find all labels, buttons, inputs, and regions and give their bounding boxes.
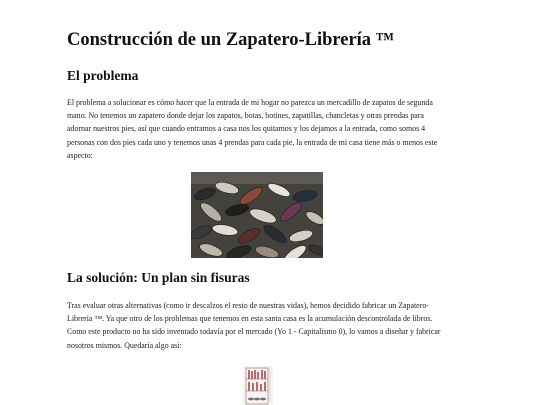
shoe-pile-image <box>191 172 323 258</box>
section-heading-solution: La solución: Un plan sin fisuras <box>67 270 250 285</box>
shoe-bookshelf-image <box>243 366 273 405</box>
section-text-problem: El problema a solucionar es cómo hacer que la entrada de mi hogar no parezca un mercadillo de zapatos de segunda mano. No tenemos un zapatero donde dejar los zapatos, botas, botines, zapatillas, chancletas y otras prendas para adornar nuestros pies, así que cuando entramos a casa nos los quitamos y los dejamos a la entrada, como somos 4 personas con dos pies cada uno y tenemos unas 4 prendas para cada pie, la entrada de mi casa tiene más o menos este aspecto: <box>67 98 438 160</box>
page-title: Construcción de un Zapatero-Librería ™ <box>67 30 395 50</box>
section-text-solution: Tras evaluar otras alternativas (como ir descalzos el resto de nuestras vidas), hemos decidido fabricar un Zapatero-Libreria ™. Ya que otro de los problemas que tenemos en esta santa casa es la acumulación descontrolada de libros. Como este producto no ha sido inventado todavía por el mercado (Yo 1 - Capitalismo 0), lo vamos a diseñar y fabricar nosotros mismos. Quedaría algo así: <box>67 301 441 350</box>
shoe-bookshelf-sketch-icon <box>243 366 273 405</box>
section-heading-problem: El problema <box>67 68 139 83</box>
shoe-pile-photo-icon <box>191 172 323 258</box>
